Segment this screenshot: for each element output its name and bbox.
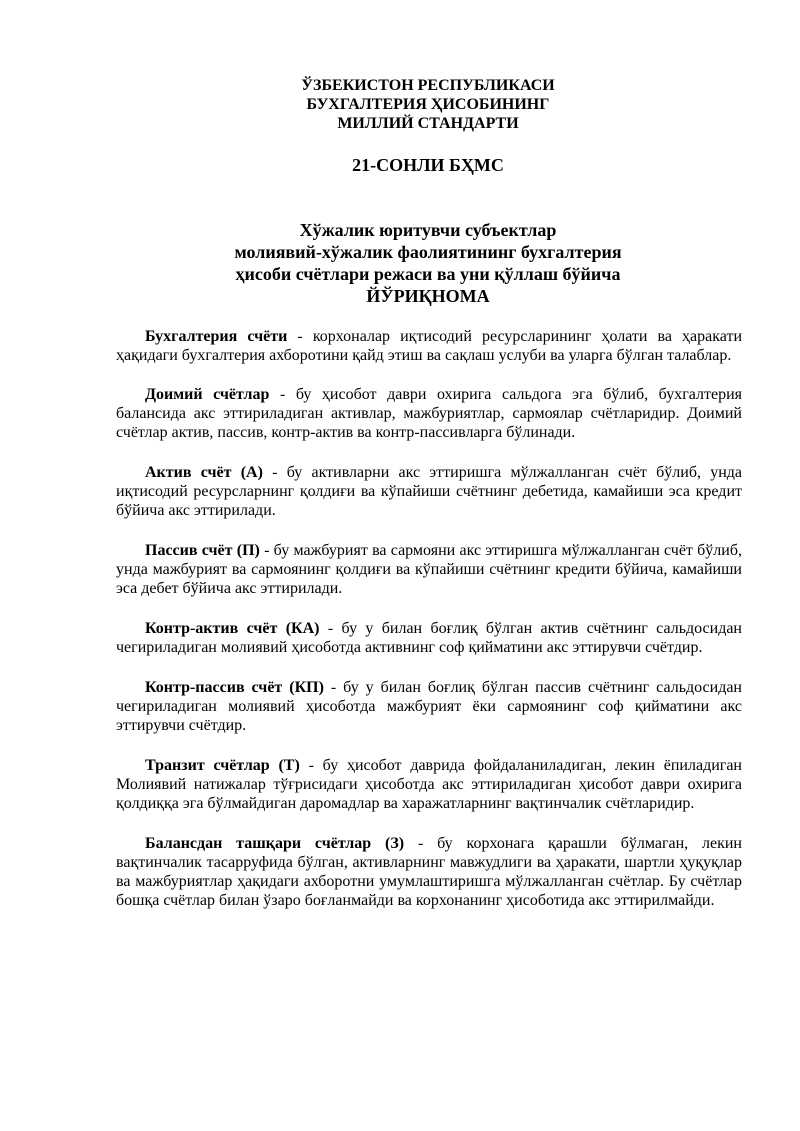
definition-text: - бу у билан боғлиқ бўлган актив счётнинг сальдосидан чегириладиган молиявий ҳисоботда активнинг соф қийматини акс эттирувчи счётдир.: [116, 620, 742, 656]
header-line-accounting: БУХГАЛТЕРИЯ ҲИСОБИНИНГ: [306, 96, 550, 113]
definition-term: Пассив счёт (П): [145, 542, 260, 559]
document-title: [56, 219, 800, 307]
definition-paragraph: [116, 385, 742, 442]
definition-paragraph: [116, 678, 742, 735]
definition-term: Доимий счётлар: [145, 386, 270, 403]
definition-text: - бу ҳисобот даври охирига сальдога эга бўлиб, бухгалтерия балансида акс эттириладиган активлар, мажбуриятлар, сармоялар счётларидир. Доимий счётлар актив, пассив, контр-актив ва контр-пассивларга бўлинади.: [116, 386, 742, 441]
standard-number: 21-СОНЛИ БҲМС: [352, 155, 504, 175]
title-line-1: Хўжалик юритувчи субъектлар: [299, 220, 557, 240]
definition-term: Бухгалтерия счёти: [145, 328, 288, 345]
definition-text: - бу ҳисобот даврида фойдаланиладиган, лекин ёпиладиган Молиявий натижалар тўғрисидаги ҳисоботда акс эттириладиган ҳисобот даври охирига қолдиққа эга бўлмайдиган даромадлар ва харажатларнинг вақтинчалик счётларидир.: [116, 757, 742, 812]
definition-text: - бу корхонага қарашли бўлмаган, лекин вақтинчалик тасарруфида бўлган, активларнинг мавжудлиги ва ҳаракати, шартли ҳуқуқлар ва мажбуриятлар ҳақидаги ахборотни умумлаштиришга мўлжалланган счётлар. Бу счётлар бошқа счётлар билан ўзаро боғланмайди ва корхонанинг ҳисоботида акс эттирилмайди.: [116, 835, 742, 909]
definition-text: - бу мажбурият ва сармояни акс эттиришга мўлжалланган счёт бўлиб, унда мажбурият ва сармоянинг қолдиғи ва кўпайиши счётнинг кредити бўйича, камайиши эса дебет бўйича акс эттирилади.: [116, 542, 742, 597]
document-header: [0, 76, 800, 133]
definition-paragraph: [116, 327, 742, 365]
title-line-2: молиявий-хўжалик фаолиятининг бухгалтерия: [234, 242, 622, 262]
definition-paragraph: [116, 463, 742, 520]
definition-term: Контр-пассив счёт (КП): [145, 679, 324, 696]
definition-paragraph: [116, 619, 742, 657]
definition-term: Актив счёт (А): [145, 464, 263, 481]
definition-term: Контр-актив счёт (КА): [145, 620, 320, 637]
definition-text: - бу активларни акс эттиришга мўлжалланган счёт бўлиб, унда иқтисодий ресурсларнинг қолдиғи ва кўпайиши счётнинг дебетида, камайиши эса кредит бўйича акс эттирилади.: [116, 464, 743, 519]
definition-text: - корхоналар иқтисодий ресурсларининг ҳолати ва ҳаракати ҳақидаги бухгалтерия ахборотини қайд этиш ва сақлаш услуби ва уларга бўлган талаблар.: [116, 328, 743, 364]
definition-paragraph: [116, 541, 742, 598]
definition-text: - бу у билан боғлиқ бўлган пассив счётнинг сальдосидан чегириладиган молиявий ҳисоботда мажбурият ёки сармоянинг соф қийматини акс эттирувчи счётдир.: [116, 679, 742, 734]
definition-term: Балансдан ташқари счётлар (З): [145, 835, 405, 852]
title-line-4: ЙЎРИҚНОМА: [366, 286, 490, 306]
definition-paragraph: [116, 756, 742, 813]
definition-term: Транзит счётлар (Т): [145, 757, 300, 774]
title-line-3: ҳисоби счётлари режаси ва уни қўллаш бўйича: [235, 264, 621, 284]
header-line-standard: МИЛЛИЙ СТАНДАРТИ: [337, 115, 519, 132]
definition-paragraph: [116, 834, 742, 910]
header-line-country: ЎЗБЕКИСТОН РЕСПУБЛИКАСИ: [301, 77, 555, 94]
